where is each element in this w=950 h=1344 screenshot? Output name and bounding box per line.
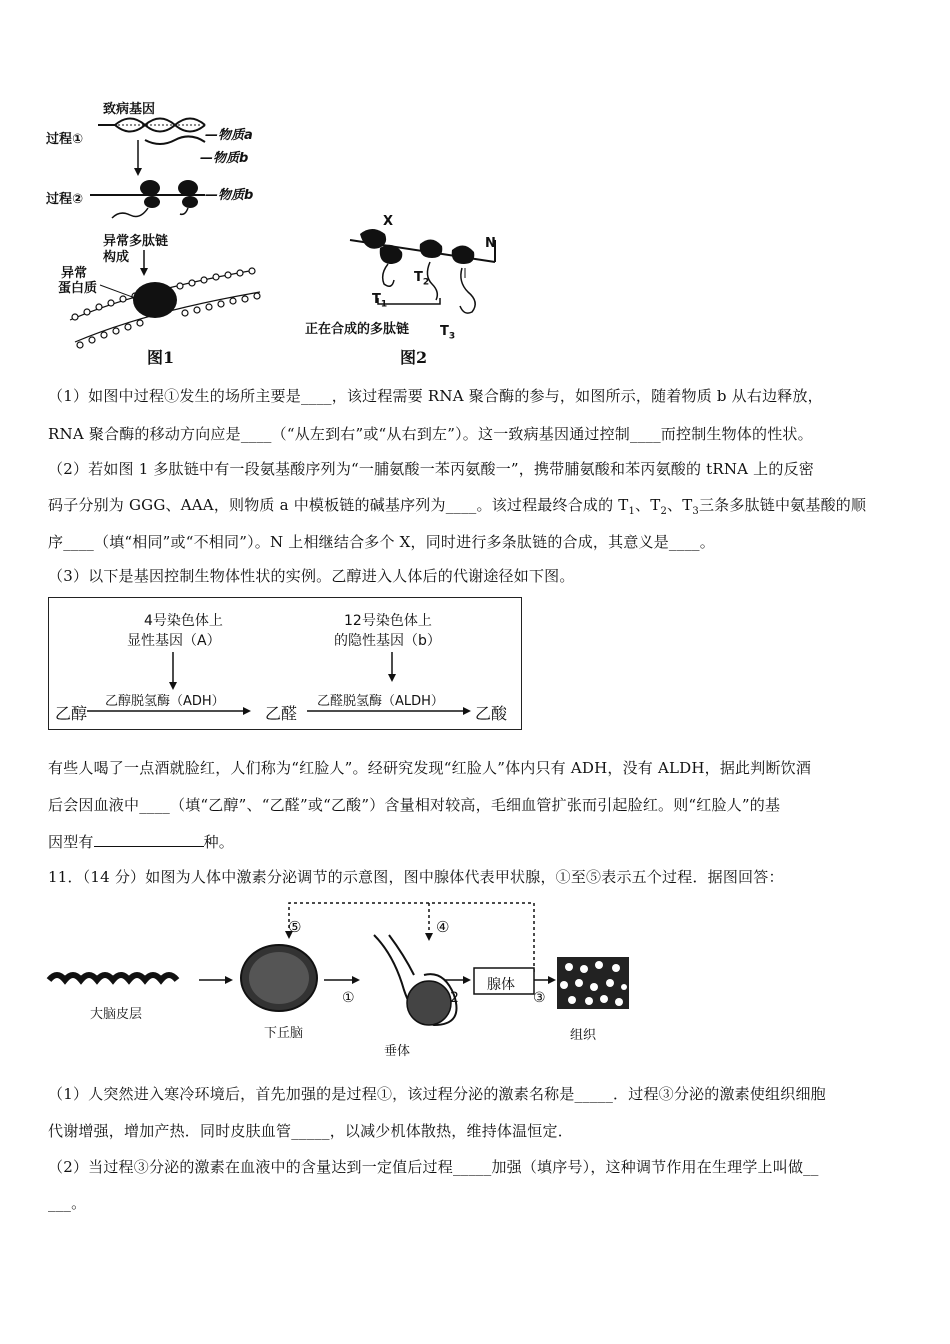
gland-label: 腺体 [487, 977, 515, 993]
cortex-label: 大脑皮层 [90, 1007, 143, 1022]
figure1-substance-a-label: —物质a [205, 128, 253, 143]
hypothalamus-label: 下丘脑 [264, 1026, 304, 1041]
figure1-process2-label: 过程② [46, 192, 84, 207]
figure1-diagram [40, 110, 280, 355]
q10-p4-line1: 有些人喝了一点酒就脸红，人们称为“红脸人”。经研究发现“红脸人”体内只有 ADH，没有 ALDH，据此判断饮酒 [48, 759, 812, 777]
figure2-x-label: X [383, 214, 394, 229]
q11-p1-line2: 代谢增强，增加产热．同时皮肤血管_____，以减少机体散热，维持体温恒定． [48, 1122, 573, 1140]
figure1-process1-label: 过程① [46, 132, 84, 147]
gene-a-line2: 显性基因（A） [127, 633, 221, 649]
adh-label: 乙醇脱氢酶（ADH） [105, 694, 225, 709]
figure2-t1-label: $T_1$ [372, 292, 388, 310]
figure2-caption: 图2 [400, 348, 428, 367]
q10-p4-line2: 后会因血液中____（填“乙醇”、“乙醛”或“乙酸”）含量相对较高，毛细血管扩张而引起脸红。则“红脸人”的基 [48, 796, 781, 814]
figure1-form-label: 构成 [103, 250, 130, 265]
q10-p3-line1: （3）以下是基因控制生物体性状的实例。乙醇进入人体后的代谢途径如下图。 [48, 567, 575, 585]
gene-b-line2: 的隐性基因（b） [334, 633, 441, 649]
q10-p2-line2: 码子分别为 GGG、AAA，则物质 a 中模板链的碱基序列为____。该过程最终合成的 $T_1$、$T_2$、$T_3$三条多肽链中氨基酸的顺 [48, 496, 867, 517]
answer-blank[interactable] [94, 846, 204, 847]
figure1-substance-b2-label: —物质b [205, 188, 254, 203]
ethanol-pathway-diagram [48, 597, 522, 730]
hormone-regulation-diagram [44, 895, 644, 1055]
q11-p1-line1: （1）人突然进入寒冷环境后，首先加强的是过程①，该过程分泌的激素名称是_____．过程③分泌的激素使组织细胞 [48, 1085, 826, 1103]
tissue-label: 组织 [570, 1028, 597, 1043]
step2-label: 2 [450, 990, 459, 1006]
figure2-t2-label: $T_2$ [414, 270, 430, 288]
q11-header: 11．（14 分）如图为人体中激素分泌调节的示意图，图中腺体代表甲状腺，①至⑤表示五个过程．据图回答： [48, 868, 784, 886]
step5-label: ⑤ [288, 918, 302, 936]
step3-label: ③ [533, 990, 546, 1006]
step4-label: ④ [436, 918, 450, 936]
gene-a-line1: 4号染色体上 [144, 613, 223, 629]
q10-p1-line2: RNA 聚合酶的移动方向应是____（“从左到右”或“从右到左”）。这一致病基因通过控制____而控制生物体的性状。 [48, 425, 813, 443]
q10-p4-line3: 因型有 种。 [48, 833, 235, 851]
figure2-t3-label: $T_3$ [440, 324, 456, 342]
aldh-label: 乙醛脱氢酶（ALDH） [317, 694, 444, 709]
figure1-protein-label: 蛋白质 [58, 281, 98, 296]
acetaldehyde-label: 乙醛 [265, 704, 298, 723]
pituitary-label: 垂体 [384, 1044, 411, 1059]
figure1-substance-b-label: —物质b [200, 151, 249, 166]
figure1-abnormal-label: 异常 [61, 266, 88, 281]
q10-p2-line1: （2）若如图 1 多肽链中有一段氨基酸序列为“一脯氨酸一苯丙氨酸一”，携带脯氨酸和苯丙氨酸的 tRNA 上的反密 [48, 460, 814, 478]
figure1-caption: 图1 [147, 348, 175, 367]
q11-p2-line1: （2）当过程③分泌的激素在血液中的含量达到一定值后过程_____加强（填序号），这种调节作用在生理学上叫做__ [48, 1158, 819, 1176]
step1-label: ① [342, 990, 355, 1006]
q10-p1-line1: （1）如图中过程①发生的场所主要是____，该过程需要 RNA 聚合酶的参与，如图所示，随着物质 b 从右边释放， [48, 387, 823, 405]
figure1-gene-label: 致病基因 [103, 102, 156, 117]
figure2-peptide-label: 正在合成的多肽链 [305, 322, 410, 337]
ethanol-label: 乙醇 [55, 704, 88, 723]
gene-b-line1: 12号染色体上 [344, 613, 432, 629]
q11-p2-line2: ___。 [48, 1194, 87, 1212]
figure1-abnormal-peptide-label: 异常多肽链 [103, 234, 169, 249]
figure2-diagram [340, 220, 510, 330]
acetic-acid-label: 乙酸 [475, 704, 508, 723]
figure2-n-label: N [485, 236, 496, 251]
q10-p2-line3: 序____（填“相同”或“不相同”）。N 上相继结合多个 X，同时进行多条肽链的合成，其意义是____。 [48, 533, 715, 551]
